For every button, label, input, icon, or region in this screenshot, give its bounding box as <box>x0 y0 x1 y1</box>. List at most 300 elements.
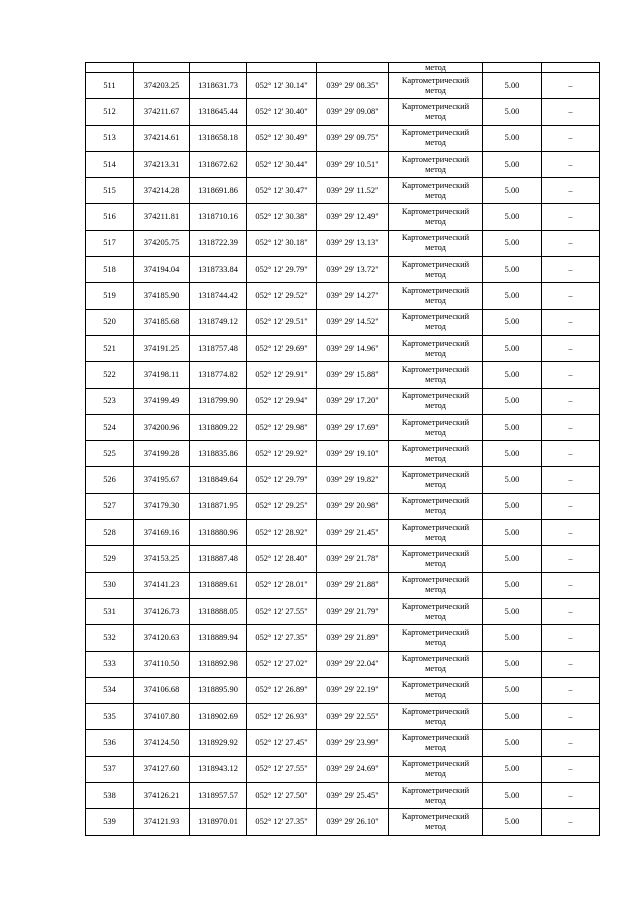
x-coordinate-cell: 374169.16 <box>134 520 190 546</box>
longitude-cell: 039° 29' 22.19" <box>317 677 389 703</box>
description-cell: – <box>542 730 600 756</box>
x-coordinate-cell: 374141.23 <box>134 572 190 598</box>
longitude-cell: 039° 29' 26.10" <box>317 809 389 835</box>
method-line-2: метод <box>425 769 446 779</box>
longitude-cell: 039° 29' 11.52" <box>317 178 389 204</box>
longitude-cell: 039° 29' 21.45" <box>317 520 389 546</box>
x-coordinate-cell: 374110.50 <box>134 651 190 677</box>
y-coordinate-cell: 1318892.98 <box>190 651 247 677</box>
method-line-2: метод <box>425 374 446 384</box>
point-number-cell: 530 <box>86 572 134 598</box>
y-coordinate-cell: 1318957.57 <box>190 783 247 809</box>
method-line-2: метод <box>425 269 446 279</box>
latitude-cell: 052° 12' 27.35" <box>247 809 317 835</box>
x-coordinate-cell: 374106.68 <box>134 677 190 703</box>
latitude-cell: 052° 12' 29.92" <box>247 441 317 467</box>
table-row <box>86 283 600 309</box>
table-row <box>86 651 600 677</box>
x-coordinate-cell: 374195.67 <box>134 467 190 493</box>
table-row <box>86 520 600 546</box>
description-cell: – <box>542 625 600 651</box>
method-line-2: метод <box>425 243 446 253</box>
x-coordinate-cell: 374126.73 <box>134 598 190 624</box>
table-row <box>86 441 600 467</box>
table-row <box>86 204 600 230</box>
longitude-cell: 039° 29' 09.75" <box>317 125 389 151</box>
method-line-1: Картометрический <box>401 575 470 585</box>
x-coordinate-cell: 374126.21 <box>134 783 190 809</box>
table-row <box>86 388 600 414</box>
latitude-cell: 052° 12' 29.52" <box>247 283 317 309</box>
x-coordinate-cell: 374153.25 <box>134 546 190 572</box>
method-line-2: метод <box>425 558 446 568</box>
accuracy-cell: 5.00 <box>483 125 542 151</box>
method-line-2: метод <box>425 506 446 516</box>
y-coordinate-cell: 1318889.94 <box>190 625 247 651</box>
description-cell: – <box>542 414 600 440</box>
table-row <box>86 704 600 730</box>
longitude-cell: 039° 29' 10.51" <box>317 151 389 177</box>
method-line-2: метод <box>425 348 446 358</box>
description-cell: – <box>542 73 600 99</box>
longitude-cell: 039° 29' 17.69" <box>317 414 389 440</box>
y-coordinate-cell: 1318809.22 <box>190 414 247 440</box>
point-number-cell: 532 <box>86 625 134 651</box>
method-tail-cell: метод <box>389 63 483 73</box>
point-number-cell: 537 <box>86 756 134 782</box>
method-line-2: метод <box>425 611 446 621</box>
longitude-cell: 039° 29' 21.78" <box>317 546 389 572</box>
point-number-cell: 536 <box>86 730 134 756</box>
method-line-1: Картометрический <box>401 207 470 217</box>
x-coordinate-cell: 374213.31 <box>134 151 190 177</box>
accuracy-cell: 5.00 <box>483 441 542 467</box>
method-cell <box>389 677 483 703</box>
x-coordinate-cell: 374185.90 <box>134 283 190 309</box>
accuracy-cell: 5.00 <box>483 730 542 756</box>
description-cell: – <box>542 99 600 125</box>
x-coordinate-cell: 374185.68 <box>134 309 190 335</box>
point-number-cell: 514 <box>86 151 134 177</box>
table-row <box>86 414 600 440</box>
description-cell: – <box>542 677 600 703</box>
method-line-1: Картометрический <box>401 233 470 243</box>
y-coordinate-cell: 1318691.86 <box>190 178 247 204</box>
point-number-cell: 513 <box>86 125 134 151</box>
point-number-cell: 522 <box>86 362 134 388</box>
table-row <box>86 257 600 283</box>
latitude-cell: 052° 12' 27.45" <box>247 730 317 756</box>
point-number-cell: 511 <box>86 73 134 99</box>
accuracy-cell: 5.00 <box>483 309 542 335</box>
point-number-cell: 526 <box>86 467 134 493</box>
method-line-1: Картометрический <box>401 312 470 322</box>
point-number-cell: 515 <box>86 178 134 204</box>
y-coordinate-cell: 1318889.61 <box>190 572 247 598</box>
description-cell: – <box>542 493 600 519</box>
longitude-cell: 039° 29' 22.04" <box>317 651 389 677</box>
latitude-cell: 052° 12' 30.14" <box>247 73 317 99</box>
table-row <box>86 73 600 99</box>
method-cell <box>389 178 483 204</box>
longitude-cell: 039° 29' 20.98" <box>317 493 389 519</box>
table-row <box>86 677 600 703</box>
method-cell <box>389 73 483 99</box>
method-line-2: метод <box>425 480 446 490</box>
description-cell: – <box>542 230 600 256</box>
point-number-cell: 538 <box>86 783 134 809</box>
y-coordinate-cell: 1318895.90 <box>190 677 247 703</box>
y-coordinate-cell: 1318888.05 <box>190 598 247 624</box>
table-row <box>86 178 600 204</box>
method-line-2: метод <box>425 138 446 148</box>
method-line-1: Картометрический <box>401 733 470 743</box>
description-cell: – <box>542 467 600 493</box>
method-line-1: Картометрический <box>401 180 470 190</box>
method-cell <box>389 388 483 414</box>
latitude-cell: 052° 12' 27.50" <box>247 783 317 809</box>
method-line-1: Картометрический <box>401 811 470 821</box>
table-row <box>86 598 600 624</box>
latitude-cell: 052° 12' 28.01" <box>247 572 317 598</box>
method-cell <box>389 99 483 125</box>
accuracy-cell: 5.00 <box>483 467 542 493</box>
method-line-2: метод <box>425 296 446 306</box>
latitude-cell: 052° 12' 30.38" <box>247 204 317 230</box>
point-number-cell: 531 <box>86 598 134 624</box>
table-row <box>86 151 600 177</box>
x-coordinate-cell: 374214.28 <box>134 178 190 204</box>
method-cell <box>389 651 483 677</box>
method-line-2: метод <box>425 401 446 411</box>
y-coordinate-cell: 1318722.39 <box>190 230 247 256</box>
x-coordinate-cell: 374199.49 <box>134 388 190 414</box>
x-coordinate-cell: 374205.75 <box>134 230 190 256</box>
method-line-2: метод <box>425 427 446 437</box>
method-line-1: Картометрический <box>401 259 470 269</box>
method-line-1: Картометрический <box>401 154 470 164</box>
accuracy-cell: 5.00 <box>483 362 542 388</box>
x-coordinate-cell: 374211.81 <box>134 204 190 230</box>
description-cell: – <box>542 598 600 624</box>
method-line-1: Картометрический <box>401 496 470 506</box>
latitude-cell: 052° 12' 30.40" <box>247 99 317 125</box>
latitude-cell: 052° 12' 27.55" <box>247 598 317 624</box>
y-coordinate-cell: 1318887.48 <box>190 546 247 572</box>
method-line-2: метод <box>425 664 446 674</box>
x-coordinate-cell: 374124.50 <box>134 730 190 756</box>
latitude-cell: 052° 12' 28.40" <box>247 546 317 572</box>
point-number-cell: 539 <box>86 809 134 835</box>
table-row <box>86 335 600 361</box>
point-number-cell: 520 <box>86 309 134 335</box>
description-cell: – <box>542 704 600 730</box>
method-cell <box>389 704 483 730</box>
accuracy-cell: 5.00 <box>483 783 542 809</box>
longitude-cell: 039° 29' 14.96" <box>317 335 389 361</box>
point-number-cell: 533 <box>86 651 134 677</box>
latitude-cell: 052° 12' 27.35" <box>247 625 317 651</box>
longitude-cell: 039° 29' 21.79" <box>317 598 389 624</box>
latitude-cell: 052° 12' 29.79" <box>247 257 317 283</box>
longitude-cell: 039° 29' 19.10" <box>317 441 389 467</box>
y-coordinate-cell: 1318871.95 <box>190 493 247 519</box>
description-cell: – <box>542 651 600 677</box>
table-row <box>86 546 600 572</box>
method-cell <box>389 257 483 283</box>
x-coordinate-cell: 374120.63 <box>134 625 190 651</box>
x-coordinate-cell: 374199.28 <box>134 441 190 467</box>
y-coordinate-cell: 1318835.86 <box>190 441 247 467</box>
table-row <box>86 493 600 519</box>
method-line-1: Картометрический <box>401 338 470 348</box>
latitude-cell: 052° 12' 30.44" <box>247 151 317 177</box>
method-cell <box>389 283 483 309</box>
y-coordinate-cell: 1318799.90 <box>190 388 247 414</box>
x-coordinate-cell: 374211.67 <box>134 99 190 125</box>
description-cell: – <box>542 257 600 283</box>
y-coordinate-cell: 1318929.92 <box>190 730 247 756</box>
x-coordinate-cell: 374107.80 <box>134 704 190 730</box>
y-coordinate-cell: 1318943.12 <box>190 756 247 782</box>
method-cell <box>389 362 483 388</box>
y-coordinate-cell: 1318744.42 <box>190 283 247 309</box>
y-coordinate-cell: 1318631.73 <box>190 73 247 99</box>
method-cell <box>389 204 483 230</box>
method-line-1: Картометрический <box>401 706 470 716</box>
point-number-cell: 523 <box>86 388 134 414</box>
method-cell <box>389 783 483 809</box>
description-cell: – <box>542 204 600 230</box>
accuracy-cell: 5.00 <box>483 335 542 361</box>
longitude-cell: 039° 29' 15.88" <box>317 362 389 388</box>
method-cell <box>389 598 483 624</box>
latitude-cell: 052° 12' 29.91" <box>247 362 317 388</box>
point-number-cell: 535 <box>86 704 134 730</box>
point-number-cell: 519 <box>86 283 134 309</box>
method-line-1: Картометрический <box>401 522 470 532</box>
method-line-2: метод <box>425 190 446 200</box>
method-line-1: Картометрический <box>401 364 470 374</box>
longitude-cell: 039° 29' 21.89" <box>317 625 389 651</box>
y-coordinate-cell: 1318774.82 <box>190 362 247 388</box>
method-cell <box>389 309 483 335</box>
accuracy-cell: 5.00 <box>483 598 542 624</box>
coordinates-table <box>85 62 600 836</box>
latitude-cell: 052° 12' 30.18" <box>247 230 317 256</box>
description-cell: – <box>542 520 600 546</box>
point-number-cell: 516 <box>86 204 134 230</box>
longitude-cell: 039° 29' 13.72" <box>317 257 389 283</box>
point-number-cell: 521 <box>86 335 134 361</box>
method-line-1: Картометрический <box>401 785 470 795</box>
accuracy-cell: 5.00 <box>483 204 542 230</box>
method-line-1: Картометрический <box>401 286 470 296</box>
table-row <box>86 362 600 388</box>
method-line-1: Картометрический <box>401 654 470 664</box>
method-line-1: Картометрический <box>401 101 470 111</box>
table-row <box>86 756 600 782</box>
point-number-cell: 518 <box>86 257 134 283</box>
x-coordinate-cell: 374194.04 <box>134 257 190 283</box>
description-cell: – <box>542 388 600 414</box>
latitude-cell: 052° 12' 30.47" <box>247 178 317 204</box>
table-row <box>86 125 600 151</box>
description-cell: – <box>542 283 600 309</box>
method-line-2: метод <box>425 532 446 542</box>
y-coordinate-cell: 1318645.44 <box>190 99 247 125</box>
table-header-continuation-row <box>86 63 600 73</box>
accuracy-cell: 5.00 <box>483 625 542 651</box>
longitude-cell: 039° 29' 21.88" <box>317 572 389 598</box>
accuracy-cell: 5.00 <box>483 651 542 677</box>
description-cell: – <box>542 309 600 335</box>
method-cell <box>389 625 483 651</box>
longitude-cell: 039° 29' 14.27" <box>317 283 389 309</box>
method-line-2: метод <box>425 453 446 463</box>
point-number-cell: 527 <box>86 493 134 519</box>
y-coordinate-cell: 1318710.16 <box>190 204 247 230</box>
x-coordinate-cell: 374200.96 <box>134 414 190 440</box>
description-cell: – <box>542 125 600 151</box>
method-line-1: Картометрический <box>401 417 470 427</box>
method-line-1: Картометрический <box>401 128 470 138</box>
accuracy-cell: 5.00 <box>483 230 542 256</box>
accuracy-cell: 5.00 <box>483 99 542 125</box>
latitude-cell: 052° 12' 29.25" <box>247 493 317 519</box>
method-line-2: метод <box>425 111 446 121</box>
method-cell <box>389 151 483 177</box>
method-cell <box>389 520 483 546</box>
method-cell <box>389 493 483 519</box>
method-line-2: метод <box>425 85 446 95</box>
method-line-1: Картометрический <box>401 470 470 480</box>
longitude-cell: 039° 29' 17.20" <box>317 388 389 414</box>
y-coordinate-cell: 1318672.62 <box>190 151 247 177</box>
y-coordinate-cell: 1318849.64 <box>190 467 247 493</box>
description-cell: – <box>542 335 600 361</box>
latitude-cell: 052° 12' 26.93" <box>247 704 317 730</box>
method-line-2: метод <box>425 821 446 831</box>
accuracy-cell: 5.00 <box>483 677 542 703</box>
accuracy-cell: 5.00 <box>483 704 542 730</box>
table-row <box>86 99 600 125</box>
point-number-cell: 517 <box>86 230 134 256</box>
y-coordinate-cell: 1318970.01 <box>190 809 247 835</box>
description-cell: – <box>542 546 600 572</box>
description-cell: – <box>542 362 600 388</box>
latitude-cell: 052° 12' 30.49" <box>247 125 317 151</box>
description-cell: – <box>542 178 600 204</box>
method-cell <box>389 441 483 467</box>
y-coordinate-cell: 1318749.12 <box>190 309 247 335</box>
accuracy-cell: 5.00 <box>483 493 542 519</box>
method-line-2: метод <box>425 322 446 332</box>
accuracy-cell: 5.00 <box>483 257 542 283</box>
point-number-cell: 534 <box>86 677 134 703</box>
latitude-cell: 052° 12' 29.69" <box>247 335 317 361</box>
method-cell <box>389 809 483 835</box>
method-cell <box>389 572 483 598</box>
accuracy-cell: 5.00 <box>483 388 542 414</box>
latitude-cell: 052° 12' 29.51" <box>247 309 317 335</box>
method-cell <box>389 230 483 256</box>
y-coordinate-cell: 1318733.84 <box>190 257 247 283</box>
y-coordinate-cell: 1318880.96 <box>190 520 247 546</box>
method-line-2: метод <box>425 690 446 700</box>
longitude-cell: 039° 29' 09.08" <box>317 99 389 125</box>
method-line-1: Картометрический <box>401 680 470 690</box>
latitude-cell: 052° 12' 29.94" <box>247 388 317 414</box>
latitude-cell: 052° 12' 27.02" <box>247 651 317 677</box>
accuracy-cell: 5.00 <box>483 151 542 177</box>
method-cell <box>389 756 483 782</box>
method-line-2: метод <box>425 637 446 647</box>
method-cell <box>389 335 483 361</box>
method-cell <box>389 546 483 572</box>
table-row <box>86 467 600 493</box>
method-line-2: метод <box>425 743 446 753</box>
table-row <box>86 309 600 335</box>
accuracy-cell: 5.00 <box>483 756 542 782</box>
y-coordinate-cell: 1318902.69 <box>190 704 247 730</box>
point-number-cell: 529 <box>86 546 134 572</box>
accuracy-cell: 5.00 <box>483 572 542 598</box>
method-line-1: Картометрический <box>401 601 470 611</box>
method-line-2: метод <box>425 217 446 227</box>
description-cell: – <box>542 809 600 835</box>
point-number-cell: 525 <box>86 441 134 467</box>
table-row <box>86 230 600 256</box>
longitude-cell: 039° 29' 12.49" <box>317 204 389 230</box>
description-cell: – <box>542 756 600 782</box>
table-row <box>86 783 600 809</box>
accuracy-cell: 5.00 <box>483 73 542 99</box>
x-coordinate-cell: 374198.11 <box>134 362 190 388</box>
method-cell <box>389 414 483 440</box>
longitude-cell: 039° 29' 19.82" <box>317 467 389 493</box>
x-coordinate-cell: 374127.60 <box>134 756 190 782</box>
point-number-cell: 528 <box>86 520 134 546</box>
longitude-cell: 039° 29' 14.52" <box>317 309 389 335</box>
latitude-cell: 052° 12' 28.92" <box>247 520 317 546</box>
longitude-cell: 039° 29' 13.13" <box>317 230 389 256</box>
latitude-cell: 052° 12' 29.79" <box>247 467 317 493</box>
method-line-1: Картометрический <box>401 759 470 769</box>
table-row <box>86 625 600 651</box>
longitude-cell: 039° 29' 23.99" <box>317 730 389 756</box>
latitude-cell: 052° 12' 27.55" <box>247 756 317 782</box>
point-number-cell: 512 <box>86 99 134 125</box>
latitude-cell: 052° 12' 26.89" <box>247 677 317 703</box>
table-row <box>86 572 600 598</box>
x-coordinate-cell: 374203.25 <box>134 73 190 99</box>
method-line-1: Картометрический <box>401 548 470 558</box>
longitude-cell: 039° 29' 22.55" <box>317 704 389 730</box>
x-coordinate-cell: 374121.93 <box>134 809 190 835</box>
method-line-1: Картометрический <box>401 627 470 637</box>
longitude-cell: 039° 29' 25.45" <box>317 783 389 809</box>
method-line-2: метод <box>425 585 446 595</box>
longitude-cell: 039° 29' 08.35" <box>317 73 389 99</box>
accuracy-cell: 5.00 <box>483 414 542 440</box>
method-cell <box>389 467 483 493</box>
x-coordinate-cell: 374214.61 <box>134 125 190 151</box>
description-cell: – <box>542 151 600 177</box>
method-cell <box>389 730 483 756</box>
latitude-cell: 052° 12' 29.98" <box>247 414 317 440</box>
point-number-cell: 524 <box>86 414 134 440</box>
